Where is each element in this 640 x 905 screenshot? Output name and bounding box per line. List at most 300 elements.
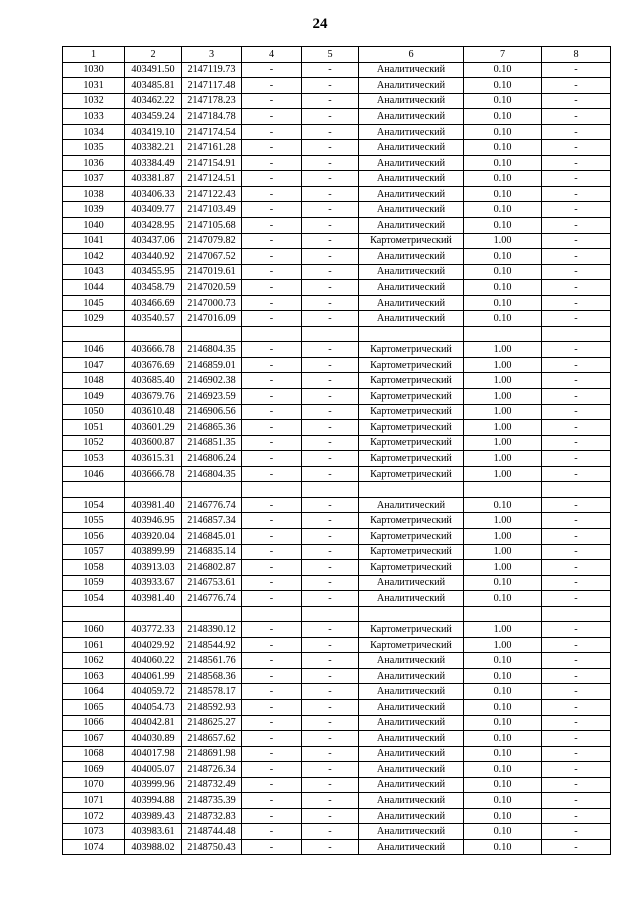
column-header: 2 bbox=[125, 47, 182, 63]
table-cell: - bbox=[242, 824, 302, 840]
table-cell: - bbox=[302, 777, 359, 793]
column-header: 8 bbox=[542, 47, 611, 63]
table-cell: - bbox=[542, 171, 611, 187]
table-cell: - bbox=[302, 637, 359, 653]
table-cell: Картометрический bbox=[359, 233, 464, 249]
table-row bbox=[63, 699, 611, 715]
table-cell: Аналитический bbox=[359, 280, 464, 296]
table-cell: 2147019.61 bbox=[182, 264, 242, 280]
table-cell: - bbox=[242, 404, 302, 420]
table-cell: Аналитический bbox=[359, 497, 464, 513]
table-cell: 0.10 bbox=[464, 699, 542, 715]
table-cell: - bbox=[242, 746, 302, 762]
table-cell: - bbox=[542, 420, 611, 436]
table-cell: 1.00 bbox=[464, 513, 542, 529]
table-cell: - bbox=[242, 155, 302, 171]
table-row bbox=[63, 684, 611, 700]
table-cell: 2148561.76 bbox=[182, 653, 242, 669]
table-cell: - bbox=[242, 295, 302, 311]
table-cell: 1.00 bbox=[464, 342, 542, 358]
table-cell: - bbox=[242, 233, 302, 249]
column-header: 1 bbox=[63, 47, 125, 63]
empty-cell bbox=[125, 606, 182, 622]
table-cell: Аналитический bbox=[359, 715, 464, 731]
table-cell: 0.10 bbox=[464, 824, 542, 840]
empty-cell bbox=[182, 326, 242, 342]
table-cell: 0.10 bbox=[464, 575, 542, 591]
table-cell: 403666.78 bbox=[125, 342, 182, 358]
table-cell: 403988.02 bbox=[125, 839, 182, 855]
table-cell: 2148726.34 bbox=[182, 762, 242, 778]
table-cell: 2146776.74 bbox=[182, 497, 242, 513]
empty-cell bbox=[359, 482, 464, 498]
table-cell: Аналитический bbox=[359, 762, 464, 778]
table-cell: - bbox=[242, 544, 302, 560]
table-row bbox=[63, 342, 611, 358]
table-cell: 0.10 bbox=[464, 497, 542, 513]
table-cell: 1048 bbox=[63, 373, 125, 389]
table-cell: - bbox=[302, 839, 359, 855]
table-cell: - bbox=[542, 357, 611, 373]
table-row bbox=[63, 808, 611, 824]
table-cell: 1.00 bbox=[464, 404, 542, 420]
table-cell: - bbox=[302, 420, 359, 436]
table-row bbox=[63, 249, 611, 265]
table-row bbox=[63, 109, 611, 125]
table-cell: - bbox=[542, 62, 611, 78]
table-cell: - bbox=[542, 731, 611, 747]
table-cell: - bbox=[242, 420, 302, 436]
table-cell: - bbox=[302, 249, 359, 265]
table-cell: 2148744.48 bbox=[182, 824, 242, 840]
table-row bbox=[63, 528, 611, 544]
table-cell: - bbox=[542, 560, 611, 576]
table-cell: 403999.96 bbox=[125, 777, 182, 793]
table-cell: Картометрический bbox=[359, 622, 464, 638]
table-row bbox=[63, 591, 611, 607]
table-row bbox=[63, 839, 611, 855]
empty-cell bbox=[63, 606, 125, 622]
table-cell: - bbox=[302, 746, 359, 762]
table-cell: Картометрический bbox=[359, 528, 464, 544]
table-cell: 2148578.17 bbox=[182, 684, 242, 700]
table-cell: Аналитический bbox=[359, 746, 464, 762]
table-cell: 0.10 bbox=[464, 186, 542, 202]
table-cell: 1066 bbox=[63, 715, 125, 731]
table-cell: Аналитический bbox=[359, 824, 464, 840]
table-cell: 0.10 bbox=[464, 731, 542, 747]
table-cell: 404061.99 bbox=[125, 668, 182, 684]
table-cell: 0.10 bbox=[464, 171, 542, 187]
table-cell: 2147122.43 bbox=[182, 186, 242, 202]
empty-cell bbox=[302, 482, 359, 498]
table-cell: - bbox=[302, 622, 359, 638]
table-cell: 2148544.92 bbox=[182, 637, 242, 653]
table-cell: 2148568.36 bbox=[182, 668, 242, 684]
table-cell: 403994.88 bbox=[125, 793, 182, 809]
table-cell: 403466.69 bbox=[125, 295, 182, 311]
table-row bbox=[63, 622, 611, 638]
table-cell: Аналитический bbox=[359, 93, 464, 109]
table-cell: 404017.98 bbox=[125, 746, 182, 762]
table-cell: 1033 bbox=[63, 109, 125, 125]
table-cell: 1.00 bbox=[464, 622, 542, 638]
table-cell: - bbox=[302, 171, 359, 187]
table-cell: - bbox=[242, 373, 302, 389]
table-cell: 1.00 bbox=[464, 233, 542, 249]
empty-cell bbox=[542, 606, 611, 622]
table-cell: - bbox=[302, 202, 359, 218]
table-cell: 0.10 bbox=[464, 746, 542, 762]
table-cell: - bbox=[542, 746, 611, 762]
table-cell: - bbox=[242, 637, 302, 653]
table-cell: - bbox=[302, 762, 359, 778]
table-cell: 2147000.73 bbox=[182, 295, 242, 311]
table-cell: 403615.31 bbox=[125, 451, 182, 467]
table-cell: Аналитический bbox=[359, 684, 464, 700]
table-cell: - bbox=[242, 171, 302, 187]
table-row bbox=[63, 171, 611, 187]
table-cell: 0.10 bbox=[464, 280, 542, 296]
table-cell: - bbox=[242, 93, 302, 109]
table-cell: 404042.81 bbox=[125, 715, 182, 731]
table-cell: 1072 bbox=[63, 808, 125, 824]
table-cell: - bbox=[242, 497, 302, 513]
table-cell: 2146902.38 bbox=[182, 373, 242, 389]
table-row bbox=[63, 575, 611, 591]
table-cell: 403459.24 bbox=[125, 109, 182, 125]
table-row bbox=[63, 264, 611, 280]
table-cell: 2146804.35 bbox=[182, 466, 242, 482]
table-cell: - bbox=[542, 637, 611, 653]
table-cell: Аналитический bbox=[359, 249, 464, 265]
table-cell: - bbox=[302, 466, 359, 482]
table-cell: - bbox=[302, 699, 359, 715]
table-cell: 1056 bbox=[63, 528, 125, 544]
table-cell: 2148390.12 bbox=[182, 622, 242, 638]
table-cell: 1031 bbox=[63, 78, 125, 94]
table-cell: 1.00 bbox=[464, 637, 542, 653]
table-row bbox=[63, 420, 611, 436]
table-cell: - bbox=[542, 389, 611, 405]
table-cell: 1049 bbox=[63, 389, 125, 405]
table-cell: 1037 bbox=[63, 171, 125, 187]
table-cell: - bbox=[542, 451, 611, 467]
table-cell: Картометрический bbox=[359, 544, 464, 560]
table-cell: 2147103.49 bbox=[182, 202, 242, 218]
table-cell: Картометрический bbox=[359, 420, 464, 436]
table-cell: 0.10 bbox=[464, 715, 542, 731]
table-cell: - bbox=[302, 264, 359, 280]
table-cell: - bbox=[242, 124, 302, 140]
table-cell: 1074 bbox=[63, 839, 125, 855]
table-cell: 2146835.14 bbox=[182, 544, 242, 560]
table-cell: 0.10 bbox=[464, 762, 542, 778]
table-cell: - bbox=[242, 839, 302, 855]
table-cell: - bbox=[242, 202, 302, 218]
table-cell: 0.10 bbox=[464, 295, 542, 311]
table-cell: Аналитический bbox=[359, 699, 464, 715]
table-cell: Аналитический bbox=[359, 668, 464, 684]
table-cell: 403491.50 bbox=[125, 62, 182, 78]
table-cell: - bbox=[302, 342, 359, 358]
table-cell: - bbox=[242, 653, 302, 669]
table-cell: - bbox=[302, 451, 359, 467]
table-cell: - bbox=[242, 357, 302, 373]
table-cell: - bbox=[302, 668, 359, 684]
table-cell: - bbox=[542, 653, 611, 669]
table-cell: 2148691.98 bbox=[182, 746, 242, 762]
table-cell: 403406.33 bbox=[125, 186, 182, 202]
table-cell: 403384.49 bbox=[125, 155, 182, 171]
table-cell: - bbox=[302, 389, 359, 405]
table-cell: - bbox=[542, 528, 611, 544]
table-cell: Картометрический bbox=[359, 637, 464, 653]
table-cell: 403679.76 bbox=[125, 389, 182, 405]
table-cell: 0.10 bbox=[464, 218, 542, 234]
table-cell: - bbox=[242, 513, 302, 529]
empty-cell bbox=[125, 326, 182, 342]
table-cell: 1.00 bbox=[464, 528, 542, 544]
empty-cell bbox=[63, 482, 125, 498]
table-cell: - bbox=[242, 78, 302, 94]
table-cell: - bbox=[542, 544, 611, 560]
table-cell: 1054 bbox=[63, 497, 125, 513]
table-cell: Аналитический bbox=[359, 591, 464, 607]
table-row bbox=[63, 731, 611, 747]
empty-cell bbox=[542, 482, 611, 498]
table-cell: 2147016.09 bbox=[182, 311, 242, 327]
table-cell: - bbox=[242, 699, 302, 715]
table-cell: - bbox=[302, 357, 359, 373]
table-cell: 403981.40 bbox=[125, 497, 182, 513]
table-cell: 0.10 bbox=[464, 202, 542, 218]
table-cell: 0.10 bbox=[464, 78, 542, 94]
table-cell: Аналитический bbox=[359, 295, 464, 311]
table-cell: 1.00 bbox=[464, 451, 542, 467]
table-cell: 403772.33 bbox=[125, 622, 182, 638]
table-cell: 0.10 bbox=[464, 839, 542, 855]
column-header: 7 bbox=[464, 47, 542, 63]
table-cell: 2147117.48 bbox=[182, 78, 242, 94]
table-cell: - bbox=[242, 249, 302, 265]
empty-cell bbox=[182, 606, 242, 622]
table-cell: 1034 bbox=[63, 124, 125, 140]
table-cell: 2148625.27 bbox=[182, 715, 242, 731]
table-cell: 2148732.83 bbox=[182, 808, 242, 824]
table-header-row bbox=[63, 47, 611, 63]
table-cell: 2148750.43 bbox=[182, 839, 242, 855]
table-cell: - bbox=[242, 140, 302, 156]
table-cell: - bbox=[242, 575, 302, 591]
table-cell: Картометрический bbox=[359, 404, 464, 420]
table-row bbox=[63, 202, 611, 218]
table-cell: 403981.40 bbox=[125, 591, 182, 607]
table-cell: 0.10 bbox=[464, 109, 542, 125]
table-cell: 2147174.54 bbox=[182, 124, 242, 140]
table-cell: 2147067.52 bbox=[182, 249, 242, 265]
table-cell: 404030.89 bbox=[125, 731, 182, 747]
table-row bbox=[63, 793, 611, 809]
table-cell: 0.10 bbox=[464, 140, 542, 156]
table-cell: 403913.03 bbox=[125, 560, 182, 576]
table-cell: - bbox=[302, 513, 359, 529]
table-cell: - bbox=[302, 109, 359, 125]
table-cell: 1057 bbox=[63, 544, 125, 560]
table-cell: Картометрический bbox=[359, 560, 464, 576]
table-cell: 2146804.35 bbox=[182, 342, 242, 358]
table-row bbox=[63, 295, 611, 311]
table-cell: - bbox=[302, 404, 359, 420]
table-cell: 403381.87 bbox=[125, 171, 182, 187]
empty-cell bbox=[302, 326, 359, 342]
table-cell: - bbox=[302, 435, 359, 451]
table-cell: Картометрический bbox=[359, 466, 464, 482]
table-cell: 1051 bbox=[63, 420, 125, 436]
table-cell: - bbox=[542, 808, 611, 824]
table-cell: 403685.40 bbox=[125, 373, 182, 389]
table-cell: 2146806.24 bbox=[182, 451, 242, 467]
table-row bbox=[63, 497, 611, 513]
table-row bbox=[63, 653, 611, 669]
table-cell: 403485.81 bbox=[125, 78, 182, 94]
table-cell: 1068 bbox=[63, 746, 125, 762]
table-row bbox=[63, 715, 611, 731]
table-cell: - bbox=[542, 140, 611, 156]
table-cell: - bbox=[542, 249, 611, 265]
table-cell: - bbox=[242, 280, 302, 296]
empty-cell bbox=[182, 482, 242, 498]
table-cell: - bbox=[242, 715, 302, 731]
table-cell: Аналитический bbox=[359, 186, 464, 202]
column-header: 3 bbox=[182, 47, 242, 63]
table-cell: - bbox=[302, 295, 359, 311]
table-cell: - bbox=[542, 513, 611, 529]
table-cell: - bbox=[242, 218, 302, 234]
table-cell: 1065 bbox=[63, 699, 125, 715]
table-cell: 1041 bbox=[63, 233, 125, 249]
table-cell: 0.10 bbox=[464, 668, 542, 684]
table-cell: Картометрический bbox=[359, 513, 464, 529]
table-cell: - bbox=[542, 202, 611, 218]
table-cell: 1069 bbox=[63, 762, 125, 778]
table-row bbox=[63, 280, 611, 296]
table-cell: 2147161.28 bbox=[182, 140, 242, 156]
table-cell: - bbox=[242, 451, 302, 467]
table-cell: Аналитический bbox=[359, 62, 464, 78]
table-cell: 403946.95 bbox=[125, 513, 182, 529]
table-cell: - bbox=[302, 497, 359, 513]
table-cell: 1063 bbox=[63, 668, 125, 684]
table-cell: - bbox=[302, 684, 359, 700]
table-cell: 403600.87 bbox=[125, 435, 182, 451]
table-cell: 1036 bbox=[63, 155, 125, 171]
table-cell: - bbox=[542, 699, 611, 715]
table-cell: - bbox=[542, 668, 611, 684]
table-cell: Аналитический bbox=[359, 731, 464, 747]
table-cell: 1042 bbox=[63, 249, 125, 265]
table-cell: Картометрический bbox=[359, 373, 464, 389]
table-cell: 1070 bbox=[63, 777, 125, 793]
table-cell: 2146857.34 bbox=[182, 513, 242, 529]
table-row bbox=[63, 140, 611, 156]
table-cell: 0.10 bbox=[464, 93, 542, 109]
table-row bbox=[63, 155, 611, 171]
table-cell: 403428.95 bbox=[125, 218, 182, 234]
table-cell: 1.00 bbox=[464, 373, 542, 389]
table-cell: 403666.78 bbox=[125, 466, 182, 482]
table-cell: 403458.79 bbox=[125, 280, 182, 296]
table-row bbox=[63, 218, 611, 234]
table-cell: - bbox=[542, 109, 611, 125]
table-row bbox=[63, 233, 611, 249]
table-cell: 1046 bbox=[63, 342, 125, 358]
table-row bbox=[63, 186, 611, 202]
table-cell: 0.10 bbox=[464, 62, 542, 78]
table-cell: 403989.43 bbox=[125, 808, 182, 824]
table-separator-row bbox=[63, 482, 611, 498]
empty-cell bbox=[542, 326, 611, 342]
table-cell: Аналитический bbox=[359, 140, 464, 156]
table-cell: Аналитический bbox=[359, 171, 464, 187]
table-cell: Аналитический bbox=[359, 311, 464, 327]
table-cell: 403610.48 bbox=[125, 404, 182, 420]
table-cell: 2146753.61 bbox=[182, 575, 242, 591]
table-cell: - bbox=[302, 124, 359, 140]
table-cell: 1058 bbox=[63, 560, 125, 576]
table-row bbox=[63, 373, 611, 389]
table-cell: 403462.22 bbox=[125, 93, 182, 109]
table-cell: 403455.95 bbox=[125, 264, 182, 280]
table-cell: 1.00 bbox=[464, 357, 542, 373]
table-cell: - bbox=[542, 435, 611, 451]
column-header: 4 bbox=[242, 47, 302, 63]
table-cell: - bbox=[542, 793, 611, 809]
table-row bbox=[63, 93, 611, 109]
table-cell: 0.10 bbox=[464, 777, 542, 793]
column-header: 5 bbox=[302, 47, 359, 63]
table-cell: - bbox=[302, 715, 359, 731]
table-cell: 403676.69 bbox=[125, 357, 182, 373]
table-cell: 2147124.51 bbox=[182, 171, 242, 187]
table-cell: - bbox=[542, 622, 611, 638]
empty-cell bbox=[464, 326, 542, 342]
table-cell: 2147079.82 bbox=[182, 233, 242, 249]
table-row bbox=[63, 451, 611, 467]
table-cell: 1.00 bbox=[464, 544, 542, 560]
table-row bbox=[63, 746, 611, 762]
table-cell: 2147119.73 bbox=[182, 62, 242, 78]
table-row bbox=[63, 62, 611, 78]
table-cell: - bbox=[242, 342, 302, 358]
table-cell: 403920.04 bbox=[125, 528, 182, 544]
table-cell: - bbox=[542, 186, 611, 202]
table-cell: - bbox=[542, 124, 611, 140]
table-cell: - bbox=[542, 777, 611, 793]
table-cell: 1038 bbox=[63, 186, 125, 202]
table-cell: 404060.22 bbox=[125, 653, 182, 669]
table-cell: 403933.67 bbox=[125, 575, 182, 591]
table-cell: 1040 bbox=[63, 218, 125, 234]
table-cell: 0.10 bbox=[464, 591, 542, 607]
coordinates-table bbox=[62, 46, 611, 855]
table-cell: 403540.57 bbox=[125, 311, 182, 327]
empty-cell bbox=[242, 326, 302, 342]
table-cell: - bbox=[542, 280, 611, 296]
table-cell: - bbox=[242, 528, 302, 544]
table-cell: 2146845.01 bbox=[182, 528, 242, 544]
table-cell: Картометрический bbox=[359, 357, 464, 373]
